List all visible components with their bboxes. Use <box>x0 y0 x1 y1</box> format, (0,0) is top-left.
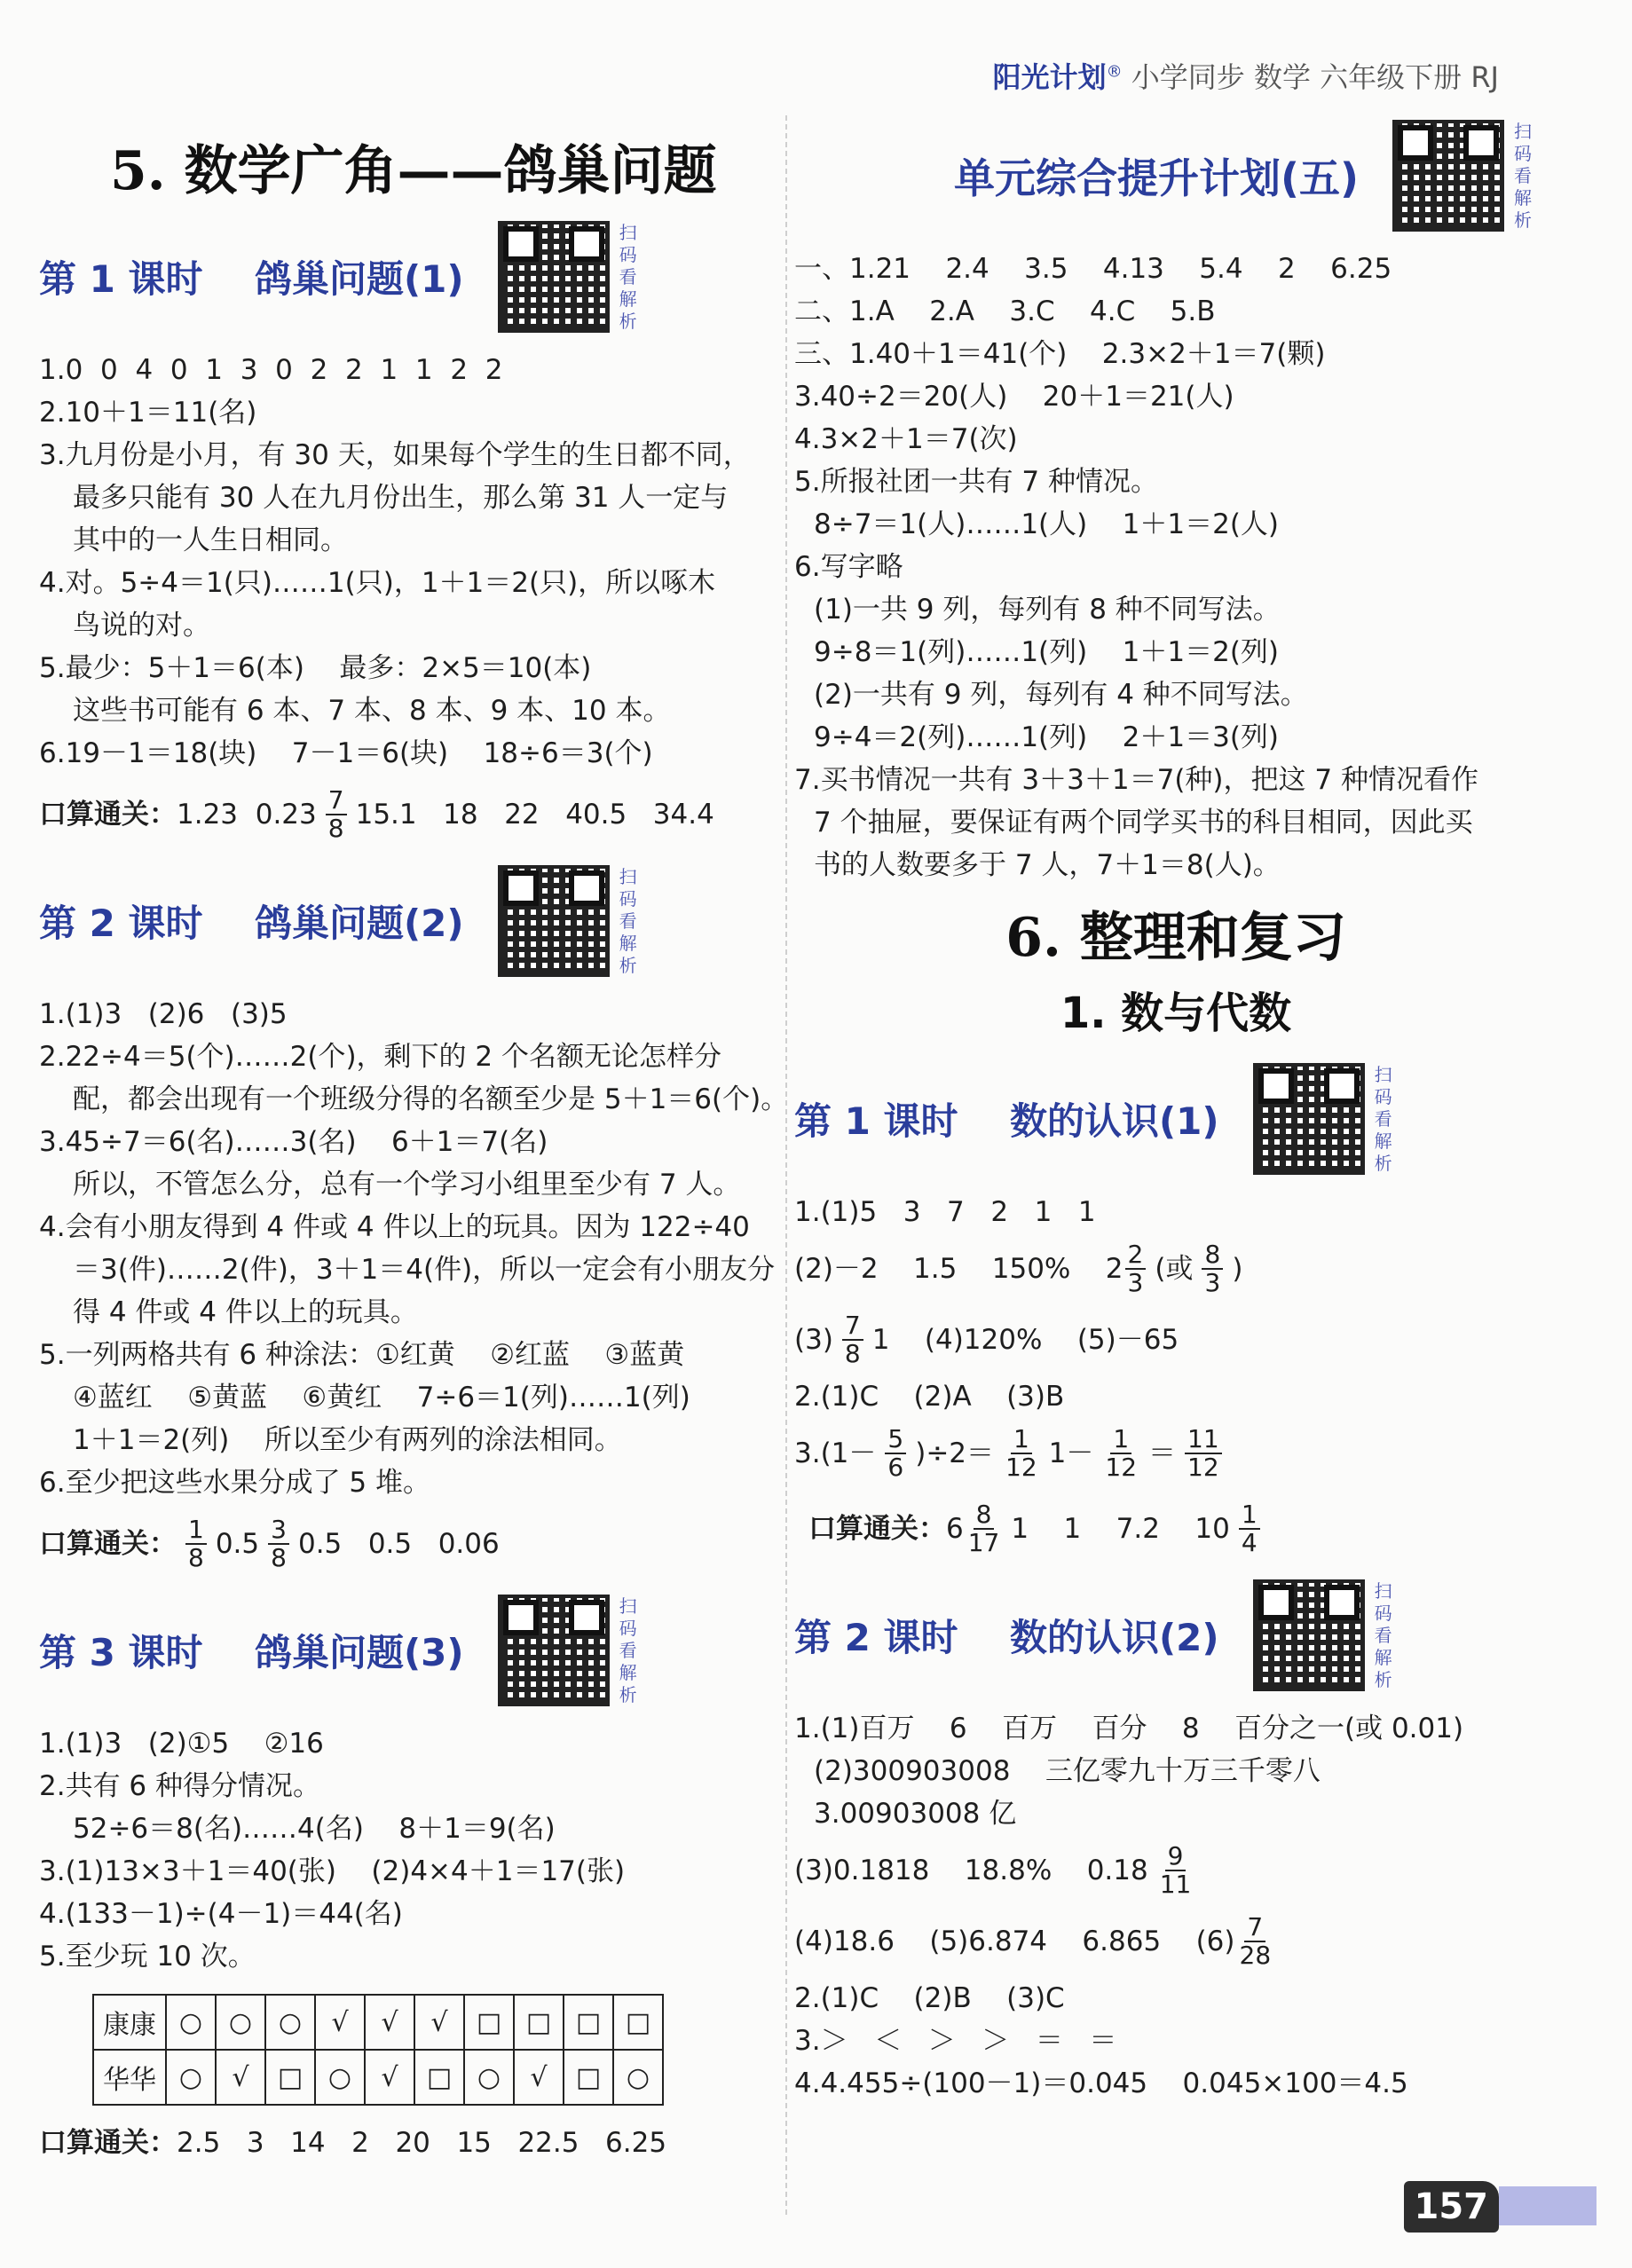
table-cell: ○ <box>166 2050 216 2105</box>
answer-line: 2.22÷4＝5(个)……2(个)，剩下的 2 个名额无论怎样分 <box>39 1041 721 1073</box>
row-header: 华华 <box>93 2050 166 2105</box>
denominator: 8 <box>327 814 344 843</box>
answer-line: 6.至少把这些水果分成了 5 堆。 <box>39 1467 431 1499</box>
table-cell: √ <box>414 1995 464 2050</box>
answer-line <box>794 1906 1557 1977</box>
line-text: (3) <box>794 1324 833 1356</box>
oral-values: 1.23 0.23 <box>177 799 317 831</box>
answer-line: 1.(1)3 (2)6 (3)5 <box>39 998 288 1030</box>
numerator: 8 <box>974 1501 995 1530</box>
table-cell: √ <box>365 1995 414 2050</box>
table-cell: √ <box>514 2050 564 2105</box>
row-header: 康康 <box>93 1995 166 2050</box>
answer-line <box>794 1233 1557 1304</box>
table-cell: □ <box>564 1995 613 2050</box>
answer-line: 4.会有小朋友得到 4 件或 4 件以上的玩具。因为 122÷40 <box>39 1211 750 1243</box>
answer-line: 4.4.455÷(100－1)＝0.045 0.045×100＝4.5 <box>794 2067 1408 2099</box>
denominator: 8 <box>271 1543 287 1572</box>
denominator: 12 <box>1187 1453 1219 1482</box>
page-number-tab <box>1499 2186 1597 2225</box>
oral-calc-label: 口算通关： <box>39 2127 177 2159</box>
answer-line: 3.45÷7＝6(名)……3(名) 6＋1＝7(名) <box>39 1126 548 1158</box>
answer-line: (1)一共 9 列，每列有 8 种不同写法。 <box>814 594 1281 626</box>
table-row <box>93 1995 663 2050</box>
lesson-heading-1 <box>39 221 767 333</box>
line-text: 1 (4)120% (5)－65 <box>871 1324 1179 1356</box>
answer-line: 3.＞ ＜ ＞ ＞ ＝ ＝ <box>794 2025 1117 2057</box>
answer-line: 52÷6＝8(名)……4(名) 8＋1＝9(名) <box>73 1813 556 1845</box>
answer-line: 4.(133－1)÷(4－1)＝44(名) <box>39 1898 403 1930</box>
answer-line: (2)300903008 三亿零九十万三千零八 <box>814 1755 1321 1787</box>
table-cell: ○ <box>265 1995 315 2050</box>
answer-line: 1.0 0 4 0 1 3 0 2 2 1 1 2 2 <box>39 354 503 386</box>
denominator: 17 <box>967 1528 1000 1557</box>
numerator: 1 <box>185 1516 207 1545</box>
numerator: 7 <box>1244 1914 1265 1942</box>
fraction <box>1185 1426 1222 1481</box>
fraction <box>1125 1241 1147 1296</box>
answer-line: 2.共有 6 种得分情况。 <box>39 1770 321 1802</box>
table-cell: □ <box>414 2050 464 2105</box>
unit-heading <box>794 120 1557 232</box>
fraction <box>885 1426 906 1481</box>
numerator: 8 <box>1202 1241 1223 1270</box>
fraction <box>842 1312 863 1367</box>
answer-line: 1.(1)3 (2)①5 ②16 <box>39 1728 324 1760</box>
qr-label: 扫码看解析 <box>619 865 637 976</box>
answer-line: ④蓝红 ⑤黄蓝 ⑥黄红 7÷6＝1(列)……1(列) <box>73 1382 690 1414</box>
chapter-title-5: 5. 数学广角——鸽巢问题 <box>110 140 717 202</box>
chapter-title-6: 6. 整理和复习 <box>1005 907 1346 969</box>
answer-line: 所以，不管怎么分，总有一个学习小组里至少有 7 人。 <box>73 1169 741 1201</box>
oral-calc-label: 口算通关： <box>39 799 177 831</box>
table-row <box>93 2050 663 2105</box>
lesson-heading-b <box>794 1579 1557 1691</box>
fraction <box>1239 1501 1260 1556</box>
answer-line: 5.一列两格共有 6 种涂法：①红黄 ②红蓝 ③蓝黄 <box>39 1339 685 1371</box>
answer-line: 5.至少玩 10 次。 <box>39 1941 256 1973</box>
qr-label: 扫码看解析 <box>619 1595 637 1705</box>
lesson-title: 第 3 课时 鸽巢问题(3) <box>39 1631 464 1674</box>
page-number: 157 <box>1404 2181 1500 2233</box>
column-divider <box>785 115 787 2215</box>
fraction <box>1157 1843 1194 1898</box>
numerator: 3 <box>268 1516 289 1545</box>
table-cell: ○ <box>216 1995 265 2050</box>
fraction <box>326 787 347 842</box>
answer-line: 3.(1)13×3＋1＝40(张) (2)4×4＋1＝17(张) <box>39 1855 626 1887</box>
qr-label: 扫码看解析 <box>619 221 637 332</box>
answer-line: 一、1.21 2.4 3.5 4.13 5.4 2 6.25 <box>794 253 1392 285</box>
answer-line: 1＋1＝2(列) 所以至少有两列的涂法相同。 <box>73 1424 622 1456</box>
line-text: (2)－2 1.5 150% 2 <box>794 1253 1123 1285</box>
section-title: 1. 数与代数 <box>1060 988 1292 1038</box>
qr-label: 扫码看解析 <box>1374 1063 1392 1174</box>
lesson-heading-2 <box>39 865 767 977</box>
qr-code-icon[interactable] <box>498 865 610 977</box>
oral-values: 0.5 0.5 0.06 <box>297 1528 500 1560</box>
qr-code-icon[interactable] <box>1253 1579 1365 1691</box>
registered-mark: ® <box>1106 62 1123 82</box>
answer-line: 1.(1)5 3 7 2 1 1 <box>794 1196 1096 1228</box>
answer-line: 这些书可能有 6 本、7 本、8 本、9 本、10 本。 <box>73 695 671 727</box>
answer-line: 配，都会出现有一个班级分得的名额至少是 5＋1＝6(个)。 <box>73 1083 789 1115</box>
line-text: 1－ <box>1048 1437 1094 1469</box>
table-cell: □ <box>613 1995 663 2050</box>
table-cell: ○ <box>464 2050 514 2105</box>
line-text: (3)0.1818 18.8% 0.18 <box>794 1855 1148 1886</box>
answer-line <box>794 1304 1557 1375</box>
oral-values: 0.5 <box>215 1528 260 1560</box>
answer-line: (2)一共有 9 列，每列有 4 种不同写法。 <box>814 679 1308 711</box>
numerator: 7 <box>842 1312 863 1341</box>
unit-title: 单元综合提升计划(五) <box>954 154 1360 202</box>
lesson-heading-a <box>794 1063 1557 1175</box>
numerator: 7 <box>326 787 347 815</box>
fraction <box>966 1501 1003 1556</box>
answer-line: 2.(1)C (2)B (3)C <box>794 1982 1065 2014</box>
answer-line: 9÷4＝2(列)……1(列) 2＋1＝3(列) <box>814 721 1280 753</box>
answer-line: 2.(1)C (2)A (3)B <box>794 1381 1065 1413</box>
denominator: 4 <box>1241 1528 1258 1557</box>
denominator: 28 <box>1239 1941 1272 1970</box>
answer-line: 4.3×2＋1＝7(次) <box>794 423 1018 455</box>
numerator: 1 <box>1239 1501 1260 1530</box>
answer-line: 3.九月份是小月，有 30 天，如果每个学生的生日都不同， <box>39 439 751 471</box>
line-text: (或 <box>1155 1253 1194 1285</box>
answer-line: 8÷7＝1(人)……1(人) 1＋1＝2(人) <box>814 508 1280 540</box>
answer-line: 最多只能有 30 人在九月份出生，那么第 31 人一定与 <box>73 482 729 514</box>
oral-calc-row <box>808 1501 1557 1556</box>
answer-line: 5.所报社团一共有 7 种情况。 <box>794 466 1159 498</box>
oral-values: 1 1 7.2 10 <box>1011 1513 1230 1545</box>
table-cell: √ <box>315 1995 365 2050</box>
answer-line: 书的人数要多于 7 人，7＋1＝8(人)。 <box>814 849 1281 881</box>
oral-calc-row <box>39 1516 767 1571</box>
game-result-table <box>92 1994 664 2106</box>
denominator: 12 <box>1105 1453 1138 1482</box>
numerator: 1 <box>1110 1426 1131 1454</box>
qr-code-icon[interactable] <box>1253 1063 1365 1175</box>
qr-label: 扫码看解析 <box>1514 120 1533 231</box>
denominator: 8 <box>188 1543 204 1572</box>
numerator: 5 <box>885 1426 906 1454</box>
lesson-heading-3 <box>39 1595 767 1706</box>
answer-line: 6.写字略 <box>794 551 903 583</box>
denominator: 6 <box>887 1453 904 1482</box>
qr-label: 扫码看解析 <box>1374 1579 1392 1690</box>
answer-line: 9÷8＝1(列)……1(列) 1＋1＝2(列) <box>814 636 1280 668</box>
lesson-title: 第 1 课时 鸽巢问题(1) <box>39 257 464 301</box>
denominator: 12 <box>1005 1453 1037 1482</box>
answer-line: 5.最少：5＋1＝6(本) 最多：2×5＝10(本) <box>39 652 592 684</box>
table-cell: √ <box>365 2050 414 2105</box>
numerator: 2 <box>1125 1241 1147 1270</box>
answer-line: 其中的一人生日相同。 <box>73 524 348 556</box>
answer-line: 4.对。5÷4＝1(只)……1(只)，1＋1＝2(只)，所以啄木 <box>39 567 716 599</box>
line-text: ＝ <box>1148 1437 1177 1469</box>
answer-line: 三、1.40＋1＝41(个) 2.3×2＋1＝7(颗) <box>794 338 1326 370</box>
page-header <box>993 55 1499 96</box>
fraction <box>268 1516 289 1571</box>
fraction <box>1003 1426 1040 1481</box>
lesson-title: 第 2 课时 鸽巢问题(2) <box>39 902 464 945</box>
qr-code-icon[interactable] <box>498 221 610 333</box>
answer-line: 7.买书情况一共有 3＋3＋1＝7(种)，把这 7 种情况看作 <box>794 764 1478 796</box>
table-cell: □ <box>514 1995 564 2050</box>
brand-name: 阳光计划 <box>992 60 1107 94</box>
table-cell: ○ <box>315 2050 365 2105</box>
numerator: 11 <box>1185 1426 1222 1454</box>
oral-calc-row <box>39 2122 767 2164</box>
fraction <box>185 1516 207 1571</box>
oral-calc-label: 口算通关： <box>39 1528 177 1560</box>
line-text: ) <box>1232 1253 1243 1285</box>
line-text: (4)18.6 (5)6.874 6.865 (6) <box>794 1925 1235 1957</box>
answer-line: 二、1.A 2.A 3.C 4.C 5.B <box>794 295 1216 327</box>
denominator: 11 <box>1159 1870 1192 1899</box>
table-cell: ○ <box>166 1995 216 2050</box>
line-text: )÷2＝ <box>915 1437 995 1469</box>
answer-line <box>794 1418 1557 1489</box>
qr-code-icon[interactable] <box>1392 120 1504 232</box>
denominator: 3 <box>1127 1268 1144 1297</box>
answer-line: 2.10＋1＝11(名) <box>39 397 257 429</box>
lesson-title: 第 2 课时 数的认识(2) <box>794 1616 1219 1659</box>
answer-line: 6.19－1＝18(块) 7－1＝6(块) 18÷6＝3(个) <box>39 737 653 769</box>
left-column <box>39 120 789 2170</box>
fraction <box>1102 1426 1139 1481</box>
answer-line: 3.40÷2＝20(人) 20＋1＝21(人) <box>794 381 1234 413</box>
answer-line: 7 个抽屉，要保证有两个同学买书的科目相同，因此买 <box>814 807 1473 839</box>
numerator: 9 <box>1165 1843 1187 1871</box>
answer-line <box>794 1835 1557 1906</box>
qr-code-icon[interactable] <box>498 1595 610 1706</box>
table-cell: □ <box>265 2050 315 2105</box>
numerator: 1 <box>1011 1426 1032 1454</box>
fraction <box>1237 1914 1274 1969</box>
right-column <box>794 111 1557 2105</box>
table-cell: ○ <box>613 2050 663 2105</box>
oral-calc-label: 口算通关： <box>808 1513 946 1545</box>
answer-line: ＝3(件)……2(件)，3＋1＝4(件)，所以一定会有小朋友分 <box>73 1254 776 1286</box>
table-cell: □ <box>464 1995 514 2050</box>
denominator: 3 <box>1204 1268 1221 1297</box>
denominator: 8 <box>844 1339 861 1368</box>
oral-values: 6 <box>946 1513 964 1545</box>
fraction <box>1202 1241 1223 1296</box>
line-text: 3.(1－ <box>794 1437 877 1469</box>
table-cell: □ <box>564 2050 613 2105</box>
oral-calc-row <box>39 787 767 842</box>
table-cell: √ <box>216 2050 265 2105</box>
answer-line: 得 4 件或 4 件以上的玩具。 <box>73 1296 418 1328</box>
oral-values: 2.5 3 14 2 20 15 22.5 6.25 <box>177 2127 667 2159</box>
book-info: 小学同步 数学 六年级下册 RJ <box>1131 60 1499 94</box>
answer-line: 1.(1)百万 6 百万 百分 8 百分之一(或 0.01) <box>794 1713 1464 1744</box>
answer-line: 鸟说的对。 <box>73 610 210 642</box>
answer-line: 3.00903008 亿 <box>814 1798 1017 1830</box>
lesson-title: 第 1 课时 数的认识(1) <box>794 1099 1219 1143</box>
oral-values: 15.1 18 22 40.5 34.4 <box>355 799 714 831</box>
